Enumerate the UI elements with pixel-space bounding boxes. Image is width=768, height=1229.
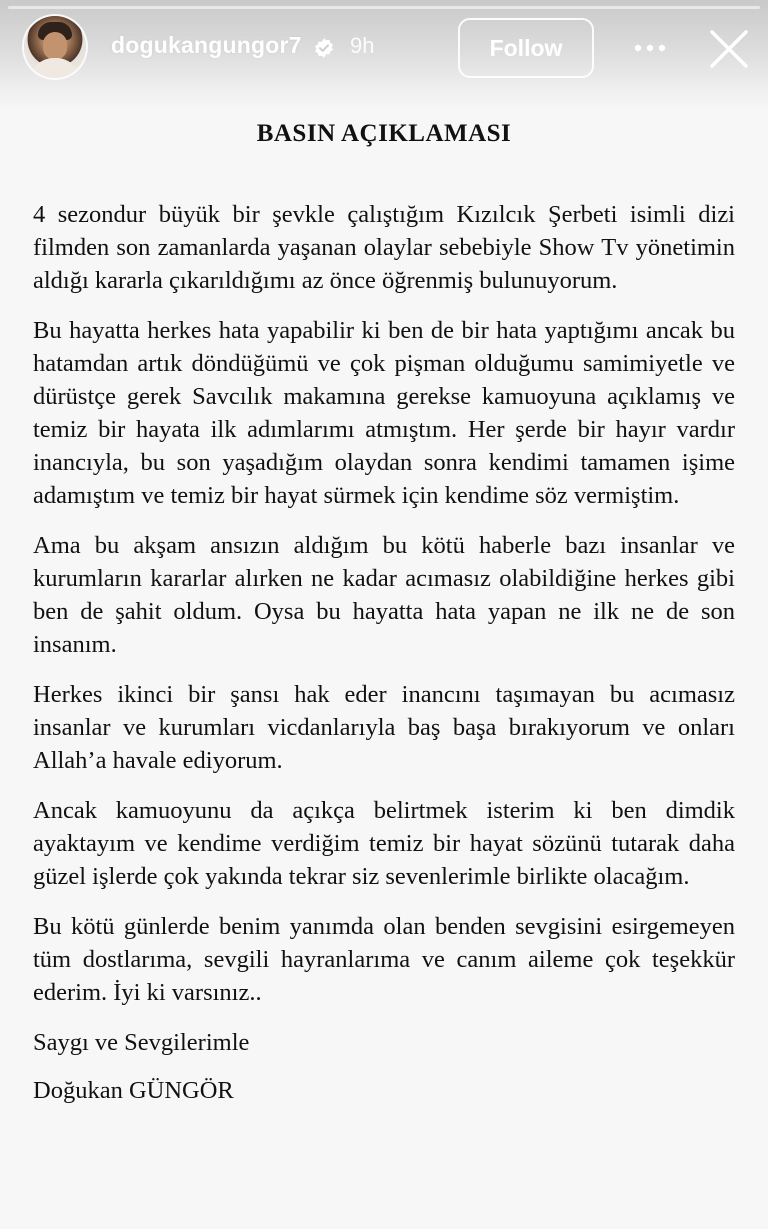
press-release-body: [33, 198, 735, 1107]
page-title: BASIN AÇIKLAMASI: [256, 120, 512, 147]
avatar-face: [43, 32, 67, 60]
username[interactable]: dogukangungor7: [111, 32, 302, 58]
press-release: [33, 110, 735, 1107]
paragraph-2: Bu hayatta herkes hata yapabilir ki ben de bir hata yaptığımı ancak bu hatamdan artık döndüğümü ve çok pişman olduğumu samimiyetle ve dürüstçe gerek Savcılık makamına gerekse kamuoyuna açıklamış ve temiz bir hayata ilk adımlarımı atmıştım. Her şerde bir hayır vardır inancıyla, bu son yaşadığım olaydan sonra kendimi tamamen işime adamıştım ve temiz bir hayat sürmek için kendime söz vermiştim.: [33, 317, 735, 509]
follow-button[interactable]: Follow: [458, 18, 594, 78]
story-progress-bar: [8, 6, 760, 9]
paragraph-4: Herkes ikinci bir şansı hak eder inancını taşımayan bu acımasız insanlar ve kurumları vicdanlarıyla baş başa bırakıyorum ve onları Allah’a havale ediyorum.: [33, 681, 735, 774]
avatar-shirt: [28, 58, 82, 78]
story-header: [0, 0, 768, 110]
close-icon[interactable]: [708, 28, 750, 70]
paragraph-5: Ancak kamuoyunu da açıkça belirtmek isterim ki ben dimdik ayaktayım ve kendime verdiğim temiz bir hayat sözünü tutarak daha güzel işlerde çok yakında tekrar siz sevenlerimle birlikte olacağım.: [33, 797, 735, 890]
signature: Doğukan GÜNGÖR: [33, 1077, 234, 1104]
more-options-icon[interactable]: [630, 36, 670, 60]
paragraph-6: Bu kötü günlerde benim yanımda olan benden sevgisini esirgemeyen tüm dostlarıma, sevgili hayranlarıma ve canım aileme çok teşekkür ederim. İyi ki varsınız..: [33, 913, 735, 1006]
paragraph-1: 4 sezondur büyük bir şevkle çalıştığım Kızılcık Şerbeti isimli dizi filmden son zamanlarda yaşanan olaylar sebebiyle Show Tv yönetimin aldığı kararla çıkarıldığımı az önce öğrenmiş bulunuyorum.: [33, 201, 735, 294]
closing-line: Saygı ve Sevgilerimle: [33, 1029, 250, 1056]
paragraph-3: Ama bu akşam ansızın aldığım bu kötü haberle bazı insanlar ve kurumların kararlar alırken ne kadar acımasız olabildiğine herkes gibi ben de şahit oldum. Oysa bu hayatta hata yapan ne ilk ne de son insanım.: [33, 532, 735, 658]
timestamp: 9h: [350, 33, 375, 58]
avatar[interactable]: [24, 16, 86, 78]
verified-badge-icon: [313, 37, 335, 59]
